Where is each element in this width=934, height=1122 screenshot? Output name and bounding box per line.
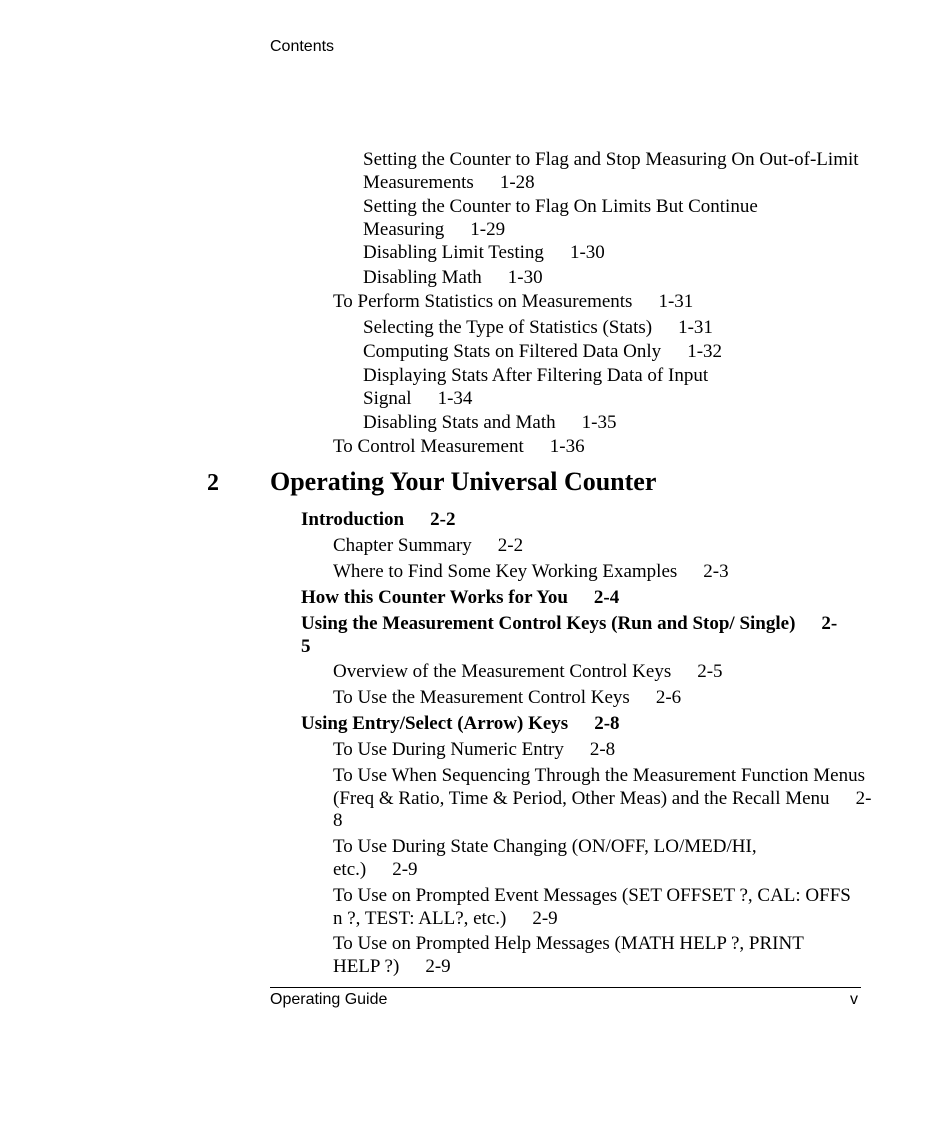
- toc-entry-title: To Use When Sequencing Through the Measurement Function Menus (Freq & Ratio, Time & Period, Other Meas) and the Recall Menu: [333, 765, 865, 809]
- toc-section[interactable]: [301, 587, 861, 610]
- toc-entry[interactable]: [333, 436, 873, 459]
- toc-entry-page: 2-8: [333, 787, 872, 831]
- toc-entry-page: 1-34: [437, 387, 473, 409]
- toc-section[interactable]: [301, 613, 841, 658]
- toc-entry-title: Chapter Summary: [333, 535, 472, 556]
- toc-entry-title: Setting the Counter to Flag On Limits But Continue Measuring: [363, 196, 758, 240]
- toc-entry[interactable]: [363, 149, 863, 194]
- toc-entry[interactable]: [363, 365, 803, 410]
- toc-entry[interactable]: [333, 739, 873, 762]
- toc-entry-title: Computing Stats on Filtered Data Only: [363, 341, 662, 362]
- toc-entry-title: Where to Find Some Key Working Examples: [333, 561, 678, 582]
- toc-section[interactable]: [301, 713, 861, 736]
- toc-entry-title: To Perform Statistics on Measurements: [333, 291, 633, 312]
- toc-entry-page: 1-31: [658, 291, 694, 312]
- toc-entry[interactable]: [363, 412, 863, 435]
- toc-entry-page: 1-36: [549, 436, 585, 457]
- toc-entry[interactable]: [363, 242, 863, 265]
- toc-entry[interactable]: [363, 267, 863, 290]
- footer-divider: [270, 987, 861, 988]
- toc-entry-page: 1-30: [569, 242, 605, 263]
- toc-entry-page: 1-30: [507, 267, 543, 288]
- toc-entry-page: 2-9: [392, 858, 418, 880]
- toc-entry-title: Disabling Stats and Math: [363, 412, 556, 433]
- toc-entry[interactable]: [363, 341, 863, 364]
- toc-entry-title: Selecting the Type of Statistics (Stats): [363, 317, 653, 338]
- toc-entry-title: To Control Measurement: [333, 436, 524, 457]
- toc-entry-title: Setting the Counter to Flag and Stop Measuring On Out-of-Limit Measurements: [363, 149, 859, 193]
- toc-entry[interactable]: [333, 933, 823, 978]
- toc-entry-page: 2-2: [430, 509, 456, 530]
- toc-entry-title: To Use on Prompted Help Messages (MATH HELP ?, PRINT HELP ?): [333, 933, 804, 977]
- toc-entry-page: 2-4: [593, 587, 620, 608]
- toc-entry-page: 2-6: [655, 687, 682, 708]
- toc-entry[interactable]: [333, 561, 873, 584]
- toc-entry[interactable]: [333, 661, 873, 684]
- toc-entry-page: 1-29: [470, 218, 506, 240]
- toc-entry[interactable]: [363, 196, 863, 241]
- toc-entry[interactable]: [333, 687, 873, 710]
- toc-entry[interactable]: [333, 885, 863, 930]
- toc-entry-page: 2-5: [697, 661, 723, 682]
- toc-entry-page: 1-35: [581, 412, 617, 433]
- toc-entry-title: Using Entry/Select (Arrow) Keys: [301, 713, 569, 734]
- footer-title: Operating Guide: [270, 991, 388, 1008]
- toc-entry-page: 2-5: [301, 613, 838, 657]
- toc-entry-page: 2-8: [594, 713, 620, 734]
- toc-section[interactable]: [301, 509, 861, 532]
- toc-entry[interactable]: [333, 836, 833, 881]
- toc-entry[interactable]: [333, 291, 873, 314]
- page-number: v: [850, 991, 858, 1008]
- page-header: Contents: [270, 38, 335, 55]
- toc-entry-page: 2-3: [703, 561, 729, 582]
- toc-entry-title: To Use During State Changing (ON/OFF, LO/MED/HI, etc.): [333, 836, 757, 880]
- toc-entry-title: Disabling Limit Testing: [363, 242, 544, 263]
- toc-entry-page: 1-28: [499, 171, 535, 193]
- toc-entry-title: Overview of the Measurement Control Keys: [333, 661, 672, 682]
- toc-entry-title: Using the Measurement Control Keys (Run and Stop/ Single): [301, 613, 796, 634]
- chapter-number: 2: [207, 470, 219, 496]
- toc-entry-page: 1-31: [678, 317, 713, 338]
- toc-entry-title: Introduction: [301, 509, 405, 530]
- toc-entry-title: To Use During Numeric Entry: [333, 739, 564, 760]
- toc-entry-title: To Use on Prompted Event Messages (SET OFFSET ?, CAL: OFFS n ?, TEST: ALL?, etc.): [333, 885, 851, 929]
- toc-entry-page: 2-9: [425, 955, 451, 977]
- chapter-title[interactable]: Operating Your Universal Counter: [270, 467, 657, 496]
- toc-entry-page: 2-2: [497, 535, 524, 556]
- toc-entry-page: 2-9: [532, 907, 558, 929]
- toc-entry-page: 1-32: [687, 341, 723, 362]
- toc-entry-title: How this Counter Works for You: [301, 587, 568, 608]
- toc-entry-page: 2-8: [589, 739, 616, 760]
- toc-entry-title: Disabling Math: [363, 267, 482, 288]
- toc-entry[interactable]: [333, 535, 873, 558]
- toc-entry-title: Displaying Stats After Filtering Data of Input Signal: [363, 365, 709, 409]
- toc-entry[interactable]: [333, 765, 873, 833]
- toc-entry[interactable]: [363, 317, 863, 340]
- toc-entry-title: To Use the Measurement Control Keys: [333, 687, 630, 708]
